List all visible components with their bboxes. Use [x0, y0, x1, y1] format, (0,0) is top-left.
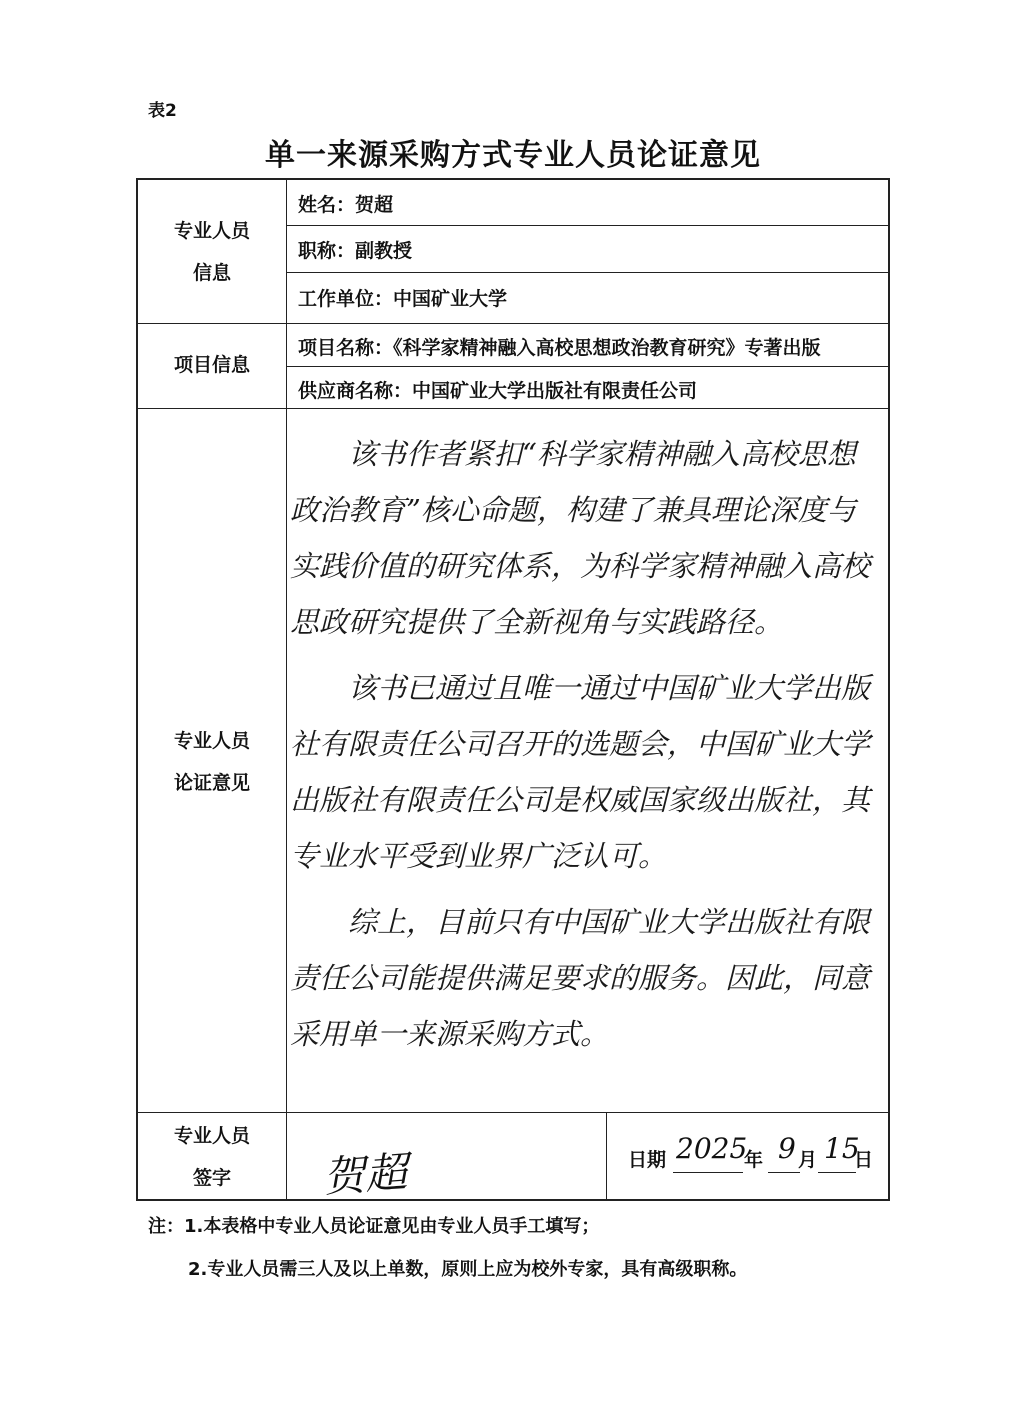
project-info-label: 项目信息: [173, 354, 250, 376]
date-year-unit: 年: [744, 1149, 764, 1171]
opinion-paragraph: 该书已通过且唯一通过中国矿业大学出版社有限责任公司召开的选题会，中国矿业大学出版社有限责任公司是权威国家级出版社，其专业水平受到业界广泛认可。: [290, 671, 871, 873]
note-line-1: 注：1.本表格中专业人员论证意见由专业人员手工填写；: [148, 1216, 600, 1237]
date-underline: [818, 1172, 856, 1173]
opinion-paragraph: 该书作者紧扣“科学家精神融入高校思想政治教育”核心命题，构建了兼具理论深度与实践价值的研究体系，为科学家精神融入高校思政研究提供了全新视角与实践路径。: [290, 437, 871, 639]
expert-info-label: 专业人员 信息: [173, 220, 250, 284]
opinion-paragraph: 综上，目前只有中国矿业大学出版社有限责任公司能提供满足要求的服务。因此，同意采用单一来源采购方式。: [290, 905, 871, 1051]
expert-name-field: 姓名：贺超: [298, 194, 394, 216]
row-divider: [138, 323, 888, 324]
row-divider: [138, 1112, 888, 1113]
expert-title-field: 职称：副教授: [298, 240, 413, 262]
row-divider: [286, 272, 888, 273]
column-divider: [286, 180, 287, 1199]
date-year: 2025: [676, 1132, 748, 1165]
date-underline: [673, 1172, 743, 1173]
date-underline: [768, 1172, 800, 1173]
row-divider: [286, 225, 888, 226]
signature-label: 专业人员 签字: [173, 1125, 250, 1189]
supplier-name-field: 供应商名称：中国矿业大学出版社有限责任公司: [298, 380, 698, 402]
date-day: 15: [824, 1132, 860, 1165]
opinion-label: 专业人员 论证意见: [173, 730, 250, 794]
handwritten-signature: 贺超: [321, 1147, 409, 1202]
note-line-2: 2.专业人员需三人及以上单数，原则上应为校外专家，具有高级职称。: [188, 1259, 748, 1280]
date-day-unit: 日: [854, 1149, 874, 1171]
document-title: 单一来源采购方式专业人员论证意见: [265, 138, 761, 173]
date-month: 9: [778, 1132, 796, 1165]
table-label: 表2: [148, 101, 177, 121]
date-month-unit: 月: [798, 1149, 818, 1171]
handwritten-opinion: [290, 426, 880, 1072]
expert-workplace-field: 工作单位：中国矿业大学: [298, 288, 508, 310]
date-label: 日期: [628, 1149, 667, 1171]
row-divider: [138, 408, 888, 409]
row-divider: [286, 366, 888, 367]
opinion-form-table: [136, 178, 890, 1201]
project-name-field: 项目名称：《科学家精神融入高校思想政治教育研究》专著出版: [298, 337, 821, 359]
column-divider: [606, 1112, 607, 1199]
